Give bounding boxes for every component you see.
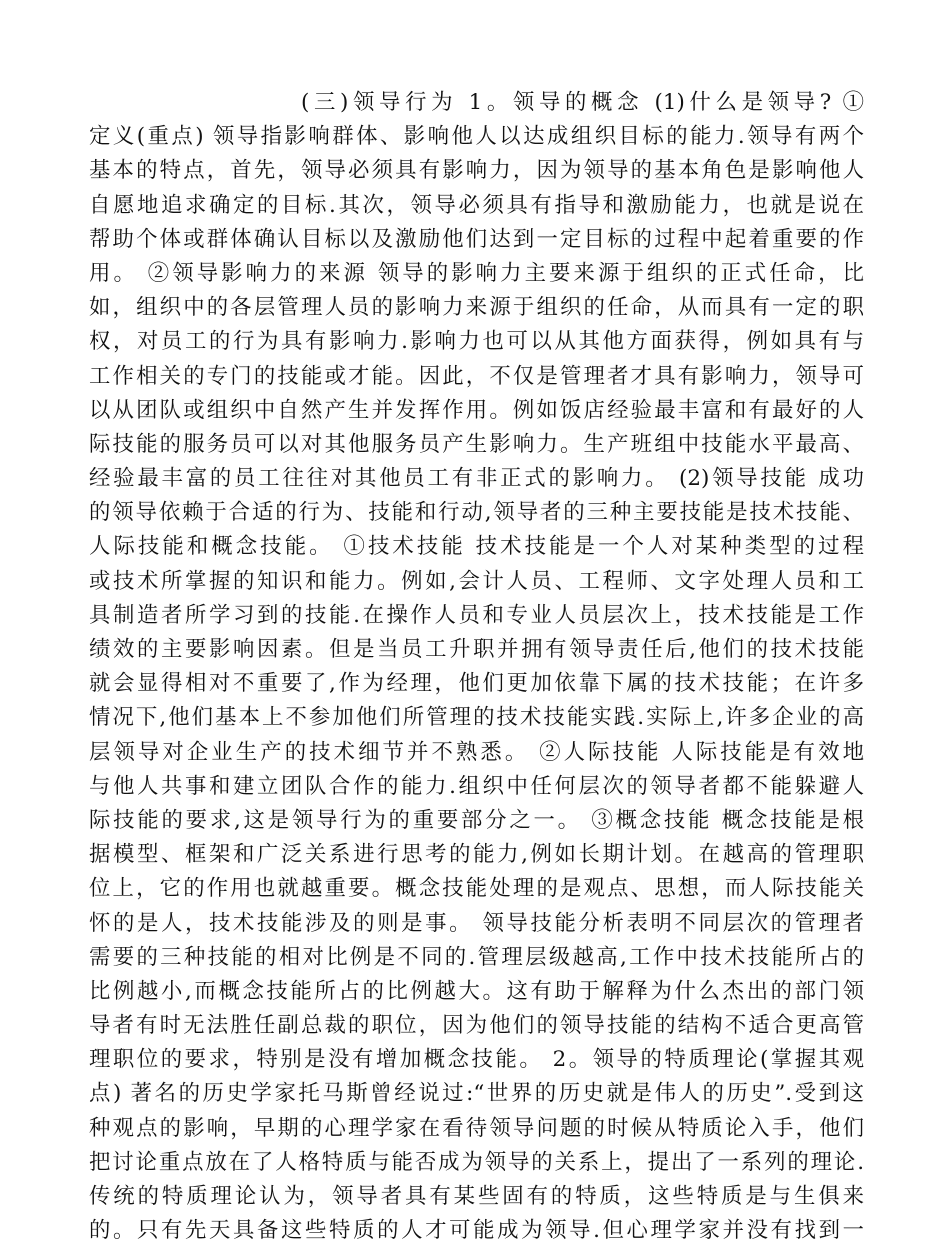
text-line: 把讨论重点放在了人格特质与能否成为领导的关系上，提出了一系列的理论.	[89, 1149, 864, 1175]
text-line: 的。只有先天具备这些特质的人才可能成为领导.但心理学家并没有找到一	[89, 1218, 864, 1244]
text-line: 与他人共事和建立团队合作的能力.组织中任何层次的领导者都不能躲避人	[89, 773, 864, 799]
text-line: 就会显得相对不重要了,作为经理，他们更加依靠下属的技术技能；在许多	[89, 671, 864, 697]
text-line: 需要的三种技能的相对比例是不同的.管理层级越高,工作中技术技能所占的	[89, 944, 864, 970]
text-line: 具制造者所学习到的技能.在操作人员和专业人员层次上，技术技能是工作	[89, 602, 864, 628]
text-line: 种观点的影响，早期的心理学家在看待领导问题的时候从特质论入手，他们	[89, 1115, 864, 1141]
text-line: 工作相关的专门的技能或才能。因此，不仅是管理者才具有影响力，领导可	[89, 363, 864, 389]
text-line: 经验最丰富的员工往往对其他员工有非正式的影响力。 (2)领导技能 成功	[89, 466, 864, 492]
text-line: 际技能的要求,这是领导行为的重要部分之一。 ③概念技能 概念技能是根	[89, 807, 864, 833]
text-line: 情况下,他们基本上不参加他们所管理的技术技能实践.实际上,许多企业的高	[89, 705, 864, 731]
text-line: 权，对员工的行为具有影响力.影响力也可以从其他方面获得，例如具有与	[89, 329, 864, 355]
text-line: 基本的特点，首先，领导必须具有影响力，因为领导的基本角色是影响他人	[89, 158, 864, 184]
text-line: 际技能的服务员可以对其他服务员产生影响力。生产班组中技能水平最高、	[89, 431, 864, 457]
text-line: 比例越小,而概念技能所占的比例越大。这有助于解释为什么杰出的部门领	[89, 978, 864, 1004]
text-line: 人际技能和概念技能。 ①技术技能 技术技能是一个人对某种类型的过程	[89, 534, 864, 560]
text-line: 帮助个体或群体确认目标以及激励他们达到一定目标的过程中起着重要的作	[89, 226, 864, 252]
text-line: 怀的是人，技术技能涉及的则是事。 领导技能分析表明不同层次的管理者	[89, 910, 864, 936]
text-line: 自愿地追求确定的目标.其次，领导必须具有指导和激励能力，也就是说在	[89, 192, 864, 218]
text-line: 传统的特质理论认为，领导者具有某些固有的特质，这些特质是与生俱来	[89, 1184, 864, 1209]
text-line: (三)领导行为 1。领导的概念 (1)什么是领导? ①	[301, 90, 864, 115]
text-line: 或技术所掌握的知识和能力。例如,会计人员、工程师、文字处理人员和工	[89, 568, 864, 594]
text-line: 的领导依赖于合适的行为、技能和行动,领导者的三种主要技能是技术技能、	[89, 500, 864, 526]
text-line: 层领导对企业生产的技术细节并不熟悉。 ②人际技能 人际技能是有效地	[89, 739, 864, 765]
text-line: 点) 著名的历史学家托马斯曾经说过:“世界的历史就是伟人的历史”.受到这	[89, 1081, 864, 1107]
text-line: 位上，它的作用也就越重要。概念技能处理的是观点、思想，而人际技能关	[89, 876, 864, 902]
text-line: 用。 ②领导影响力的来源 领导的影响力主要来源于组织的正式任命，比	[89, 260, 864, 286]
text-line: 理职位的要求，特别是没有增加概念技能。 2。领导的特质理论(掌握其观	[89, 1047, 864, 1073]
text-line: 绩效的主要影响因素。但是当员工升职并拥有领导责任后,他们的技术技能	[89, 637, 864, 662]
body-text	[89, 86, 864, 1248]
text-line: 如，组织中的各层管理人员的影响力来源于组织的任命，从而具有一定的职	[89, 295, 864, 321]
text-line: 导者有时无法胜任副总裁的职位，因为他们的领导技能的结构不适合更高管	[89, 1013, 864, 1039]
text-line: 以从团队或组织中自然产生并发挥作用。例如饭店经验最丰富和有最好的人	[89, 397, 864, 423]
text-line: 据模型、框架和广泛关系进行思考的能力,例如长期计划。在越高的管理职	[89, 842, 864, 868]
text-line: 定义(重点) 领导指影响群体、影响他人以达成组织目标的能力.领导有两个	[89, 124, 864, 150]
